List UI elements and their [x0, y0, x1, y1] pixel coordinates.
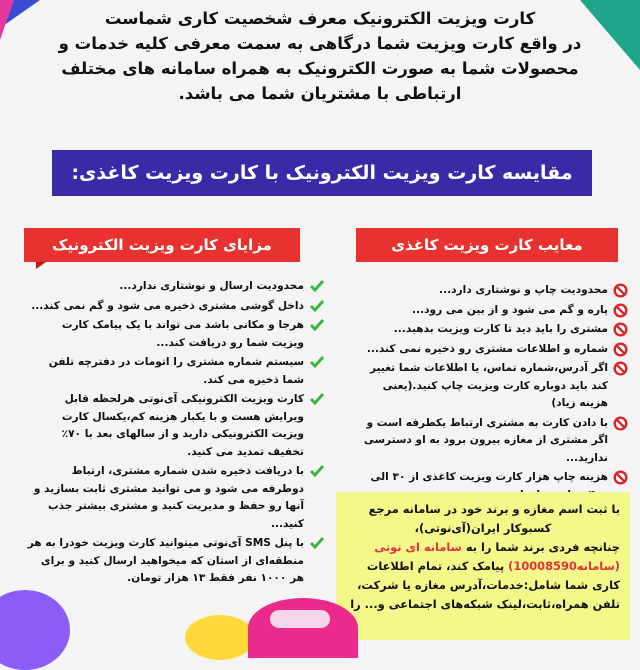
list-item-text: محدودیت ارسال و نوشتاری ندارد... [119, 280, 304, 292]
list-item-text: اگر آدرس،شماره تماس، یا اطلاعات شما تغییر کند باید دوباره کارت ویزیت چاپ کنید.(یعنی هزینه زیاد) [369, 362, 608, 409]
intro-line: ارتباطی با مشتریان شما می باشد. [178, 84, 462, 103]
advantages-heading-text: مزایای کارت ویزیت الکترونیک [52, 236, 272, 254]
ban-icon [613, 283, 628, 298]
check-icon [310, 299, 324, 313]
list-item [26, 391, 324, 461]
comparison-banner [52, 150, 592, 196]
decorative-blob-purple [0, 590, 70, 670]
list-item-text: داخل گوشی مشتری ذخیره می شود و گم نمی کند... [31, 299, 304, 312]
intro-line: محصولات شما به صورت الکترونیک به همراه سامانه های مختلف [61, 59, 579, 78]
list-item [352, 341, 628, 359]
list-item [352, 282, 628, 300]
list-item-text: سیستم شماره مشتری را اتومات در دفترچه تلفن شما ذخیره می کند. [48, 356, 304, 386]
list-item [352, 415, 628, 468]
advantages-list [26, 278, 324, 590]
ban-icon [613, 342, 628, 357]
ban-icon [613, 361, 628, 376]
check-icon [310, 464, 324, 478]
info-highlight: سامانه ای نوتی [374, 540, 462, 554]
disadvantages-list [352, 282, 628, 506]
info-line: تلفن همراه،ثابت،لینک شبکه‌های اجتماعی و... را [350, 597, 620, 611]
decorative-blob-pink [248, 598, 358, 658]
list-item [26, 278, 324, 296]
ban-icon [613, 470, 628, 485]
check-icon [310, 355, 324, 369]
list-item-text: پاره و گم می شود و از بین می رود... [412, 303, 608, 316]
banner-title: مقایسه کارت ویزیت الکترونیک با کارت ویزیت کاغذی: [71, 162, 573, 184]
intro-paragraph [40, 6, 600, 106]
list-item-text: محدودیت چاپ و نوشتاری دارد... [439, 284, 608, 296]
info-text: پیامک کند، تمام اطلاعات [366, 559, 509, 573]
info-line [346, 557, 620, 576]
corner-decoration-pink [0, 0, 14, 40]
ban-icon [613, 416, 628, 431]
list-item [352, 321, 628, 339]
list-item [26, 354, 324, 389]
list-item-text: هرجا و مکانی باشد می تواند با یک پیامک کارت ویزیت شما رو دریافت کند... [61, 319, 304, 349]
info-line: با ثبت اسم مغازه و برند خود در سامانه مرجع [368, 502, 620, 516]
list-item [26, 298, 324, 316]
intro-line: در واقع کارت ویزیت شما درگاهی به سمت معرفی کلیه خدمات و [58, 34, 582, 53]
check-icon [310, 318, 324, 332]
disadvantages-heading [356, 228, 618, 262]
info-line: کسبوکار ایران(آی‌نوتی)، [414, 521, 552, 535]
list-item [352, 302, 628, 320]
list-item [26, 535, 324, 588]
list-item [26, 317, 324, 352]
list-item-text: با دریافت ذخیره شدن شماره مشتری، ارتباط دوطرفه می شود و می توانید مشتری ثابت بسازید و آنها رو حفظ و مدیریت کنید و مشتری بیشتر جذب کنید... [33, 465, 304, 530]
list-item [352, 360, 628, 413]
list-item-text: شماره و اطلاعات مشتری رو ذخیره نمی کند... [366, 342, 608, 355]
sms-number: (سامانه10008590) [508, 559, 620, 573]
ban-icon [613, 303, 628, 318]
intro-line: کارت ویزیت الکترونیک معرف شخصیت کاری شماست [104, 9, 536, 28]
advantages-heading [24, 228, 300, 262]
decorative-blob-yellow [185, 615, 255, 660]
list-item-text: هزینه چاپ هزار کارت ویزیت کاغذی از ۳۰ الی [370, 471, 608, 483]
list-item-text: با دادن کارت به مشتری ارتباط یکطرفه است و اگر مشتری از مغازه بیرون برود به او دسترسی ندارید... [363, 416, 608, 464]
info-line [346, 538, 620, 557]
list-item [26, 463, 324, 533]
list-item-text: کارت ویزیت الکترونیکی آی‌نوتی هرلحظه قابل ویرایش هست و با یکبار هزینه کم،یکسال کارت ویزیت الکترونیکی دارید و از سالهای بعد با ۷۰٪ تخفیف تمدید می کنید. [61, 393, 304, 458]
check-icon [310, 279, 324, 293]
check-icon [310, 536, 324, 550]
info-line: کاری شما شامل:خدمات،آدرس مغازه یا شرکت، [357, 578, 620, 592]
info-text: چنانچه فردی برند شما را به [461, 540, 620, 554]
disadvantages-heading-text: معایب کارت ویزیت کاغذی [391, 236, 583, 254]
list-item-text: با پنل SMS آی‌نوتی میتوانید کارت ویزیت خودرا به هر منطقه‌ای از استان که میخواهید ارسال کنید و برای هر ۱۰۰۰ نفر فقط ۱۳ هزار تومان. [27, 537, 304, 584]
list-item-text: مشتری را باید دید تا کارت ویزیت بدهید... [393, 323, 608, 335]
inoti-info-box [336, 492, 630, 640]
ban-icon [613, 322, 628, 337]
check-icon [310, 392, 324, 406]
